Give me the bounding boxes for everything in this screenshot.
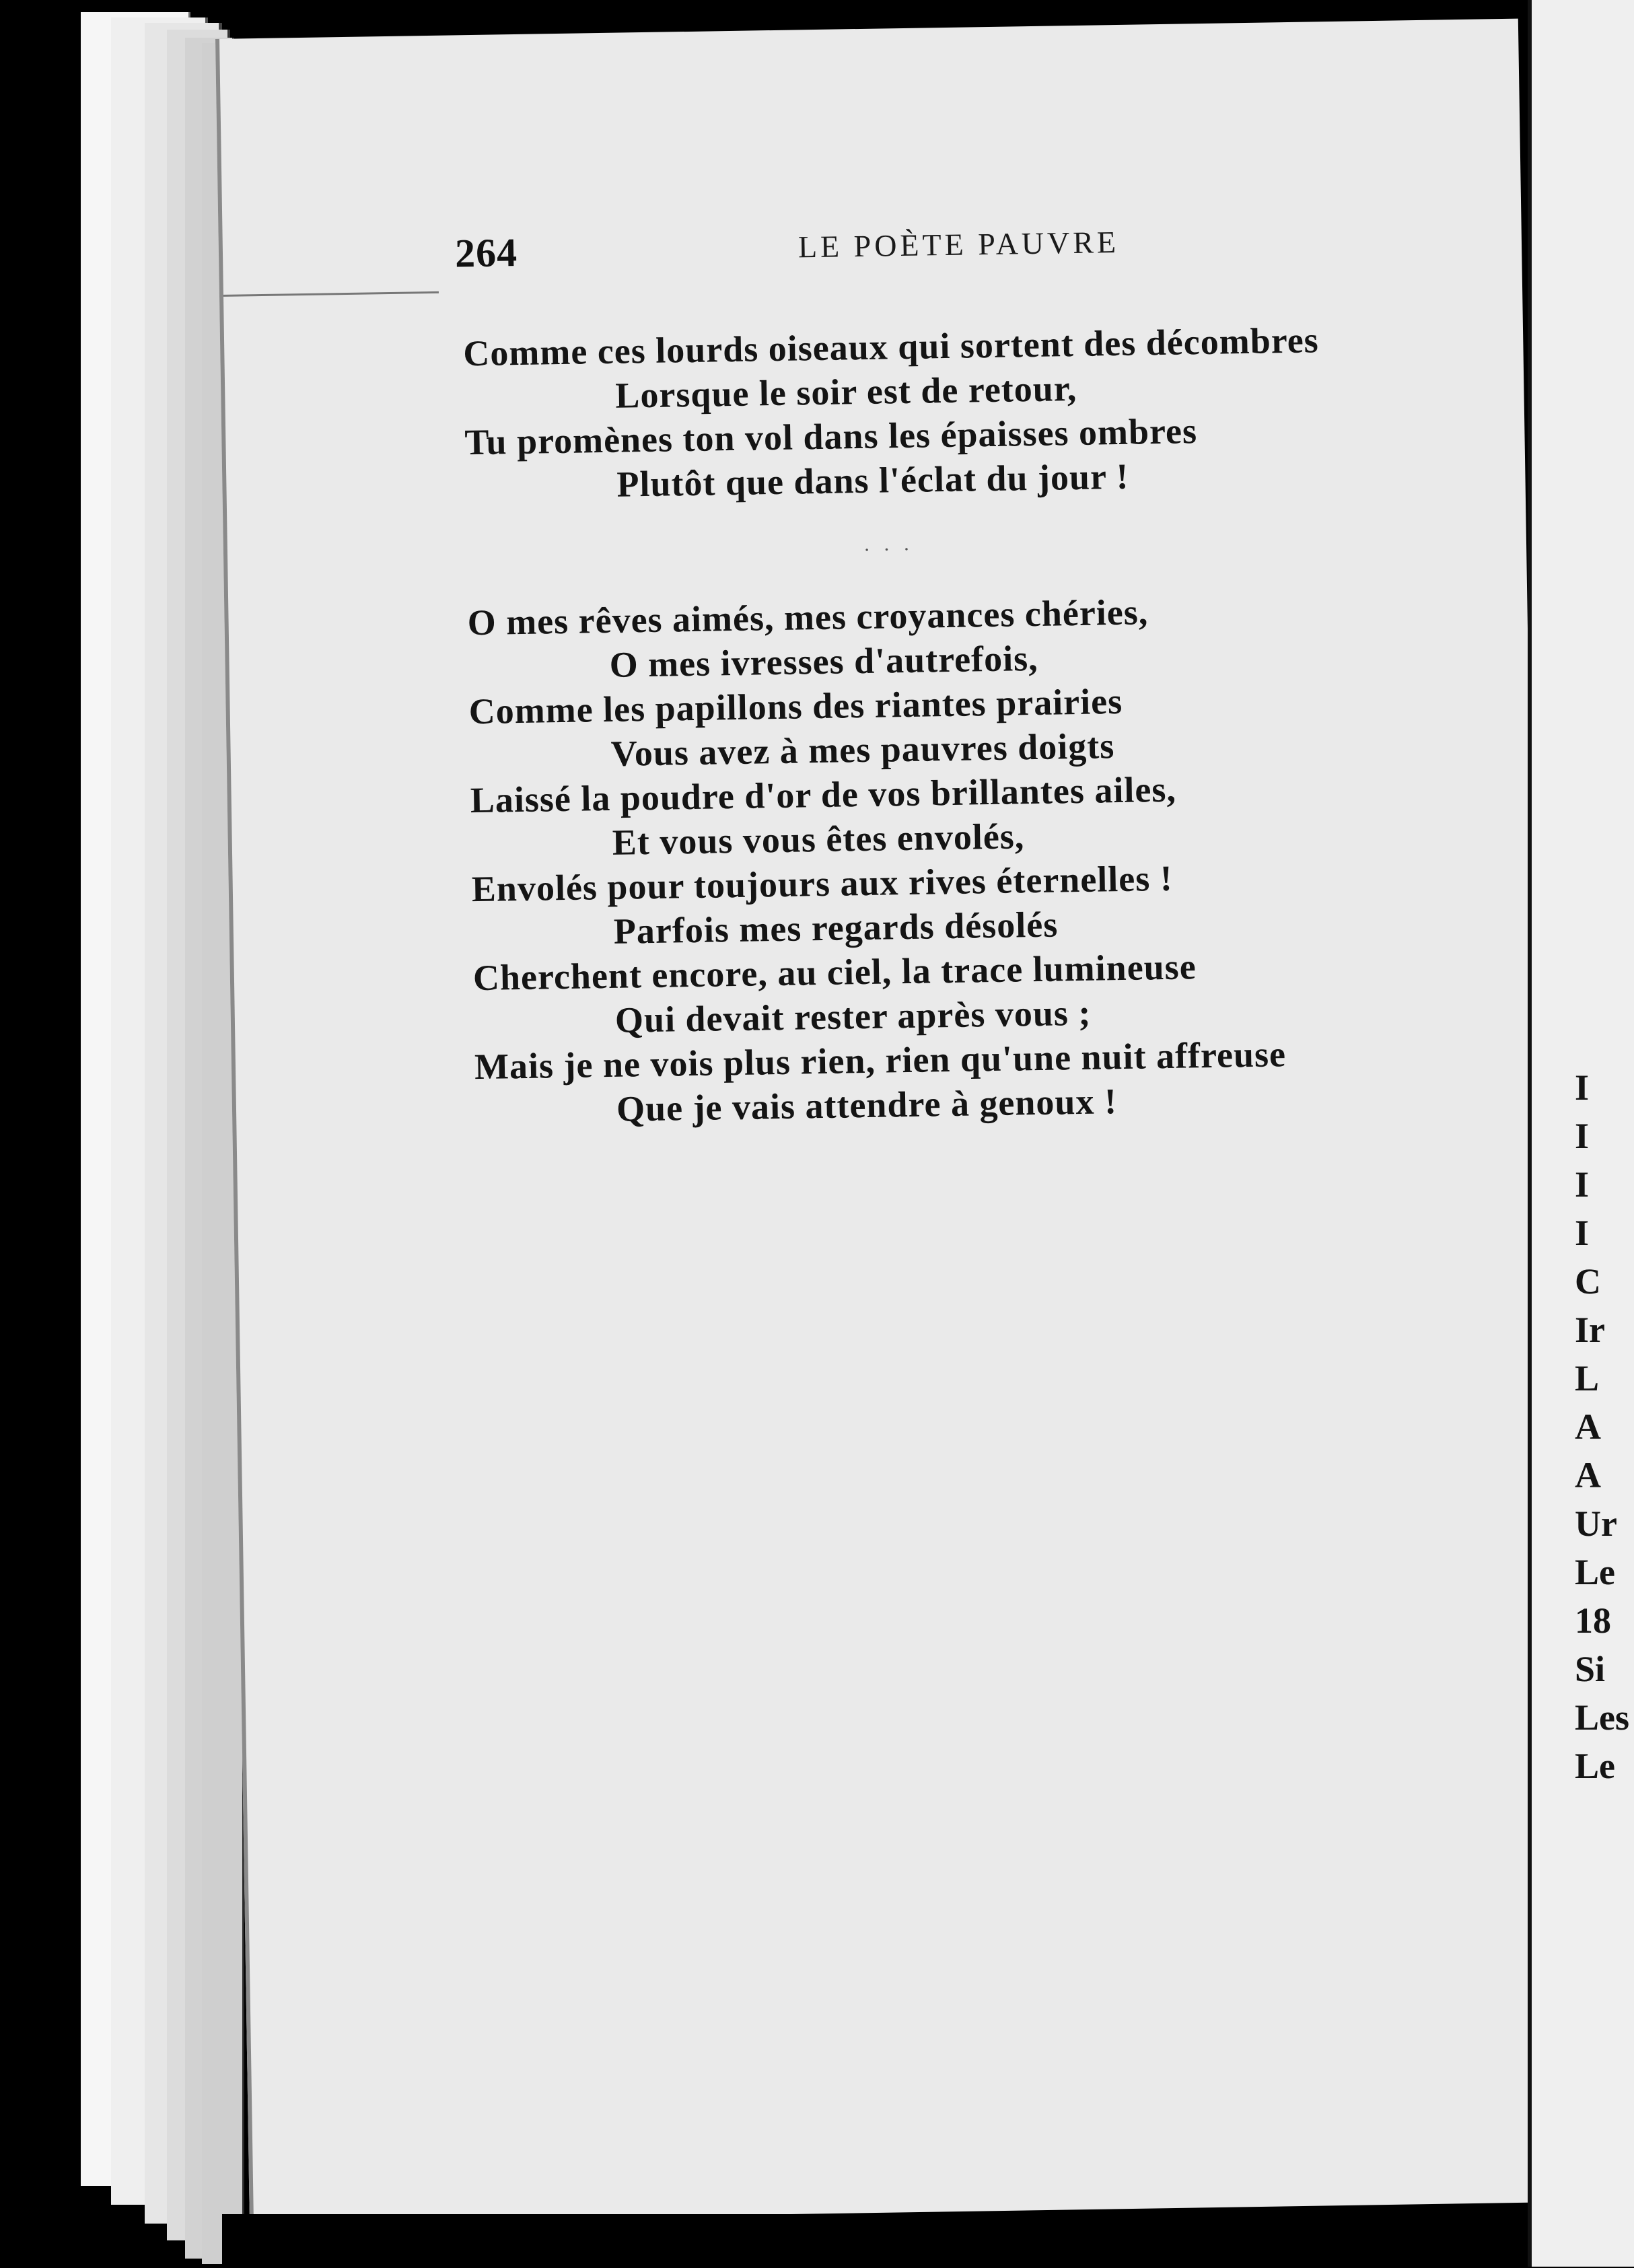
fragment: I [1575, 1164, 1590, 1205]
fragment: I [1575, 1067, 1590, 1108]
verse-line: Envolés pour toujours aux rives éternelles ! [471, 857, 1174, 910]
verse-line: Tu promènes ton vol dans les épaisses ombres [464, 411, 1198, 463]
verse-line: Comme les papillons des riantes prairies [468, 680, 1123, 732]
fragment: A [1575, 1455, 1601, 1495]
fragment: Ur [1575, 1503, 1617, 1544]
verse-line: O mes rêves aimés, mes croyances chéries, [467, 592, 1149, 643]
page-header [455, 215, 1398, 297]
verse-line: Lorsque le soir est de retour, [614, 367, 1077, 416]
fragment: I [1575, 1213, 1590, 1253]
stanza [467, 588, 1287, 1133]
margin-rule [223, 291, 439, 297]
page-number: 264 [454, 229, 518, 276]
fragment: Le [1575, 1746, 1615, 1786]
fragment: Les [1575, 1697, 1629, 1738]
verse-line: Cherchent encore, au ciel, la trace lumineuse [472, 946, 1197, 999]
fragment: A [1575, 1407, 1601, 1447]
verse-line: Plutôt que dans l'éclat du jour ! [616, 456, 1129, 505]
verse-line: Mais je ne vois plus rien, rien qu'une nuit affreuse [474, 1034, 1287, 1088]
running-title: LE POÈTE PAUVRE [797, 224, 1120, 264]
stanza [463, 318, 1321, 509]
verse-line: Laissé la poudre d'or de vos brillantes ailes, [470, 769, 1177, 821]
book-page [215, 19, 1553, 2223]
verse-line: Que je vais attendre à genoux ! [616, 1081, 1118, 1129]
fragment: 18 [1575, 1600, 1611, 1641]
stanza-separator: · · · [863, 538, 915, 561]
verse-line: Vous avez à mes pauvres doigts [610, 725, 1115, 774]
fragment: Le [1575, 1552, 1615, 1592]
verse-line: Qui devait rester après vous ; [614, 992, 1092, 1040]
fragment: L [1575, 1358, 1600, 1398]
scan-border [222, 2214, 1528, 2268]
next-page-text-fragments [1575, 1063, 1634, 1790]
fragment: Ir [1575, 1310, 1605, 1350]
fragment: I [1575, 1116, 1590, 1156]
verse-line: Et vous vous êtes envolés, [612, 816, 1025, 863]
verse-line: O mes ivresses d'autrefois, [609, 637, 1039, 685]
fragment: C [1575, 1261, 1601, 1302]
verse-line: Comme ces lourds oiseaux qui sortent des décombres [462, 320, 1320, 374]
verse-line: Parfois mes regards désolés [613, 904, 1059, 952]
fragment: Si [1575, 1649, 1606, 1689]
